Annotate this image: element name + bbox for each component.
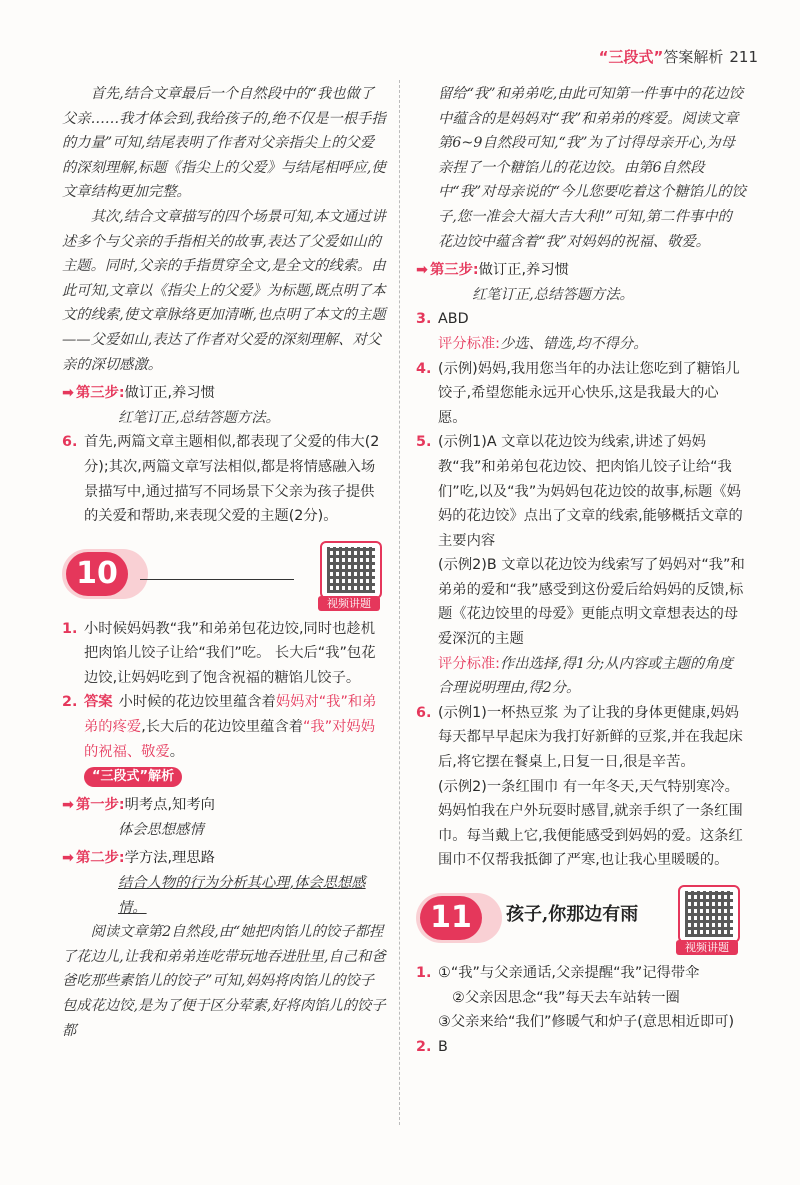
question-2 bbox=[416, 1035, 746, 1060]
step-text: 体会思想感情 bbox=[118, 821, 204, 838]
step-one bbox=[62, 793, 388, 818]
question-6 bbox=[62, 430, 388, 528]
question-3 bbox=[416, 307, 746, 332]
section-number: 10 bbox=[66, 552, 128, 596]
note-text: 少选、错选,均不得分。 bbox=[500, 335, 648, 352]
step-title: 做订正,养习惯 bbox=[124, 385, 215, 402]
answer-highlight: 妈妈对“我”和弟弟的疼爱 bbox=[84, 694, 377, 736]
scoring-note bbox=[416, 332, 746, 357]
answer-tag: 答案 bbox=[84, 694, 113, 711]
section-number: 11 bbox=[420, 896, 482, 940]
step-three bbox=[416, 258, 746, 283]
answer-text: (示例)妈妈,我用您当年的办法让您吃到了糖馅儿饺子,希望您能永远开心快乐,这是我最大的心愿。 bbox=[438, 360, 740, 426]
arrow-icon: ➡ bbox=[416, 262, 428, 279]
answer-text: (示例1)A 文章以花边饺为线索,讲述了妈妈教“我”和弟弟包花边饺、把肉馅儿饺子让给“我们”吃,以及“我”为妈妈包花边饺的故事,标题《妈妈的花边饺》点出了文章的线索,能够概括文章的主要内容 bbox=[438, 434, 743, 549]
step-label: 第三步: bbox=[75, 385, 125, 402]
answer-text: 。 bbox=[169, 743, 185, 760]
page-number: 211 bbox=[729, 48, 758, 66]
step-text: 红笔订正,总结答题方法。 bbox=[472, 286, 634, 303]
answer-text: ,长大后的花边饺里蕴含着 bbox=[141, 719, 303, 736]
step-label: 第三步: bbox=[429, 262, 479, 279]
step-label: 第二步: bbox=[75, 850, 125, 867]
answer-text: 首先,两篇文章主题相似,都表现了父爱的伟大(2分);其次,两篇文章写法相似,都是将情感融入场景描写中,通过描写不同场景下父亲为孩子提供的关爱和帮助,来表现父爱的主题(2分)。 bbox=[84, 434, 380, 525]
note-text: 作出选择,得1分;从内容或主题的角度合理说明理由,得2分。 bbox=[438, 655, 733, 697]
answer-line: ②父亲因思念“我”每天去车站转一圈 bbox=[452, 989, 680, 1006]
qr-label: 视频讲题 bbox=[318, 596, 380, 611]
question-number: 5. bbox=[416, 434, 432, 451]
question-number: 6. bbox=[416, 704, 432, 721]
section-badge bbox=[416, 893, 502, 943]
section-11-header bbox=[416, 887, 746, 954]
question-2 bbox=[62, 690, 388, 764]
question-5-example-2: (示例2)B 文章以花边饺为线索写了妈妈对“我”和弟弟的爱和“我”感受到这份爱后给妈妈的反馈,标题《花边饺里的母爱》更能点明文章想表达的母爱深沉的主题 bbox=[438, 557, 745, 648]
right-column bbox=[416, 82, 746, 1059]
answer-text: ①“我”与父亲通话,父亲提醒“我”记得带伞 bbox=[438, 965, 700, 981]
qr-code-icon[interactable] bbox=[320, 541, 382, 599]
answer-line: ③父亲来给“我们”修暖气和炉子(意思相近即可) bbox=[438, 1014, 735, 1031]
answer-text: 小时候妈妈教“我”和弟弟包花边饺,同时也趁机把肉馅儿饺子让给“我们”吃。 长大后“我”包花边饺,让妈妈吃到了饱含祝福的糖馅儿饺子。 bbox=[84, 620, 376, 686]
question-4 bbox=[416, 357, 746, 431]
answer-text: ABD bbox=[438, 311, 469, 328]
paragraph: 阅读文章第2自然段,由“她把肉馅儿的饺子都捏了花边儿,让我和弟弟连吃带玩地吞进肚里,自己和爸爸吃那些素馅儿的饺子”可知,妈妈将肉馅儿的饺子包成花边饺,是为了便于区分荤素,好将肉馅儿的饺子都 bbox=[62, 924, 386, 1039]
note-label: 评分标准: bbox=[438, 335, 501, 352]
answer-text: B bbox=[438, 1038, 448, 1055]
step-label: 第一步: bbox=[75, 797, 125, 814]
column-divider bbox=[399, 80, 400, 1125]
step-title: 做订正,养习惯 bbox=[478, 262, 569, 279]
answer-highlight: “我”对妈妈的祝福、敬爱 bbox=[84, 719, 376, 760]
step-text: 结合人物的行为分析其心理,体会思想感情。 bbox=[118, 875, 366, 916]
page-header bbox=[599, 46, 758, 67]
section-10-header bbox=[62, 543, 388, 610]
question-number: 2. bbox=[416, 1038, 432, 1055]
question-1 bbox=[62, 617, 388, 691]
question-number: 4. bbox=[416, 360, 432, 377]
step-text: 红笔订正,总结答题方法。 bbox=[118, 409, 280, 426]
title-blank-line bbox=[140, 579, 294, 580]
qr-label: 视频讲题 bbox=[676, 940, 738, 955]
section-title: 孩子,你那边有雨 bbox=[506, 904, 639, 925]
step-title: 学方法,理思路 bbox=[124, 850, 215, 867]
question-number: 2. bbox=[62, 694, 78, 711]
question-6 bbox=[416, 701, 746, 775]
section-badge bbox=[62, 549, 148, 599]
step-three bbox=[62, 381, 388, 406]
paragraph: 首先,结合文章最后一个自然段中的“我也做了父亲……我才体会到,我给孩子的,绝不仅是一根手指的力量”可知,结尾表明了作者对父亲指尖上的父爱的深刻理解,标题《指尖上的父爱》与结尾相呼应,使文章结构更加完整。 bbox=[62, 86, 386, 201]
question-number: 1. bbox=[416, 965, 432, 981]
analysis-pill: “三段式”解析 bbox=[84, 767, 182, 787]
arrow-icon: ➡ bbox=[62, 850, 74, 867]
paragraph: 其次,结合文章描写的四个场景可知,本文通过讲述多个与父亲的手指相关的故事,表达了父爱如山的主题。同时,父亲的手指贯穿全文,是全文的线索。由此可知,文章以《指尖上的父爱》为标题,既点明了本文的线索,使文章脉络更加清晰,也点明了本文的主题——父爱如山,表达了作者对父爱的深刻理解、对父亲的深切感激。 bbox=[62, 208, 386, 373]
question-5 bbox=[416, 430, 746, 553]
question-number: 1. bbox=[62, 620, 78, 637]
question-number: 3. bbox=[416, 311, 432, 328]
brand-label: “三段式” bbox=[598, 48, 664, 66]
left-column bbox=[62, 82, 388, 1043]
answer-text: 小时候的花边饺里蕴含着 bbox=[118, 694, 276, 711]
question-1 bbox=[416, 961, 746, 986]
scoring-note bbox=[416, 652, 746, 701]
arrow-icon: ➡ bbox=[62, 797, 74, 814]
answer-text: (示例1)一杯热豆浆 为了让我的身体更健康,妈妈每天都早早起床为我打好新鲜的豆浆,并在我起床后,将它摆在餐桌上,日复一日,很是辛苦。 bbox=[438, 704, 743, 771]
question-6-example-2: (示例2)一条红围巾 有一年冬天,天气特别寒冷。妈妈怕我在户外玩耍时感冒,就亲手织了一条红围巾。每当戴上它,我便能感受到妈妈的爱。这条红围巾不仅帮我抵御了严寒,也让我心里暖暖的。 bbox=[438, 778, 743, 869]
arrow-icon: ➡ bbox=[62, 385, 74, 402]
question-number: 6. bbox=[62, 434, 78, 451]
qr-code-icon[interactable] bbox=[678, 885, 740, 943]
header-title: 答案解析 bbox=[663, 48, 724, 66]
step-two bbox=[62, 846, 388, 871]
note-label: 评分标准: bbox=[438, 655, 501, 672]
step-title: 明考点,知考向 bbox=[124, 797, 215, 814]
paragraph: 留给“我”和弟弟吃,由此可知第一件事中的花边饺中蕴含的是妈妈对“我”和弟弟的疼爱。阅读文章第6~9自然段可知,“我”为了讨得母亲开心,为母亲捏了一个糖馅儿的花边饺。由第6自然段中“我”对母亲说的“今儿您要吃着这个糖馅儿的饺子,您一准会大福大吉大利!”可知,第二件事中的花边饺中蕴含着“我”对妈妈的祝福、敬爱。 bbox=[438, 86, 746, 250]
